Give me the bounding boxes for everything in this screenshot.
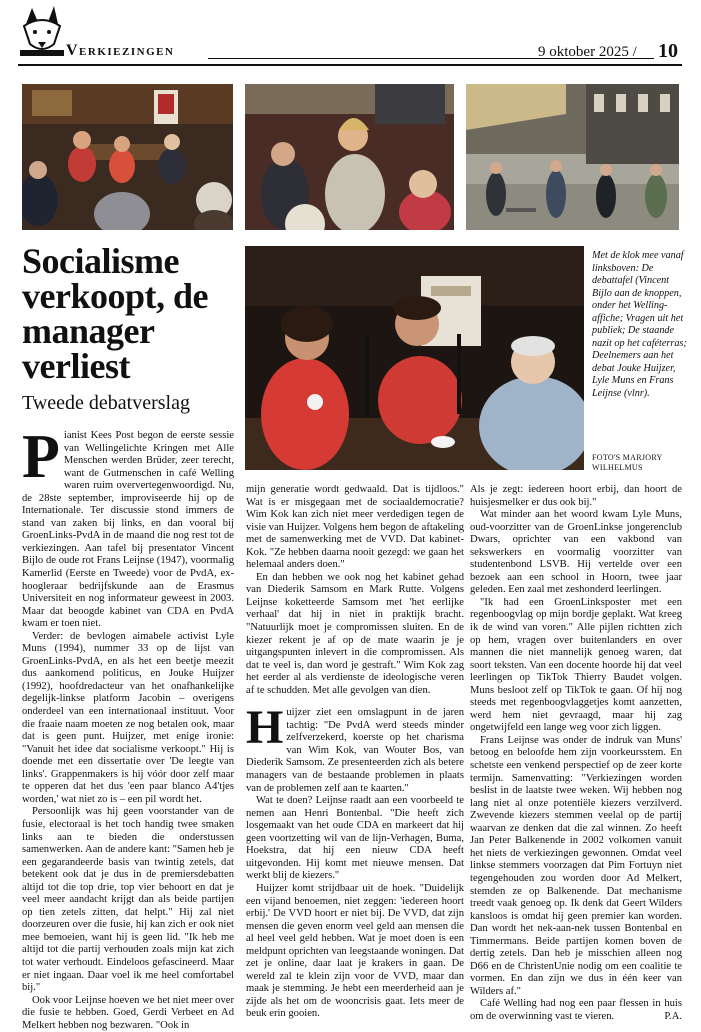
photo-credit: FOTO'S MARJORY WILHELMUS (592, 453, 663, 472)
photo-panel-main (245, 246, 584, 470)
photo-terrace (466, 84, 679, 230)
paragraph: "Ik had een GroenLinksposter met een regenboogvlag op mijn bordje geplakt. Wat kreeg ik de wind van voren." Alle pijlen richtten zich op hem, vragen over buitenlanders en over mannen die niet mannelijk genoeg waren, dat soort teksten. Van een docente hoorde hij dat veel leerlingen op TikTok Thierry Baudet volgen. Muns besloot zelf op TikTok te gaan. Of hij nog steeds met regenboogvlaggetjes komt aanzetten, werd hem niet gevraagd, maar hij zag ongetwijfeld een lange weg voor zich liggen. (470, 596, 682, 734)
section-label: Verkiezingen (66, 42, 175, 59)
photo-debate-cafe (22, 84, 233, 230)
paragraph: Als je zegt: iedereen hoort erbij, dan hoort de huisjesmelker er dus ook bij." (470, 484, 682, 508)
article-column-3 (470, 484, 682, 1024)
paragraph: Frans Leijnse was onder de indruk van Muns' betoog en beloofde hem zijn voorkeursstem. En schetste een venkend perspectief op de zeer korte termijn. Samenvatting: "Verkiezingen worden beslist in de laatste twee weken. Wij hebben nog lang niet al onze potentiële kiezers verzilverd. Zwevende kiezers stemmen veelal op de partij waarvan ze denken dat die zal winnen. Zo heeft Jan Peter Balkenende in 2002 volkomen vanuit het niets de verkiezingen gewonnen. Omdat veel linkse stemmers voorzagen dat Pim Fortuyn niet tegengehouden zou worden door Ad Melkert, stemden ze op Balkenende. Dat mechanisme treedt vaak genoeg op. Ik denk dat Geert Wilders kansloos is omdat hij geen premier kan worden. Dan wordt het nek-aan-nek tussen Bontenbal en Timmermans. Beide partijen komen boven de dertig zetels. Dan heb je misschien alleen nog D66 en de ChristenUnie nodig om een coalitie te vormen. En dan zijn we dus in één keer van Wilders af." (470, 734, 682, 997)
paragraph: Ook voor Leijnse hoeven we het niet meer over die fusie te hebben. Goed, Gerdi Verbeet en Ad Melkert hebben nog bezwaren. "Ook in (22, 994, 234, 1031)
page-number: 10 (658, 40, 678, 62)
article-headline: Socialisme verkoopt, de manager verliest (22, 241, 208, 386)
paragraph: Wat te doen? Leijnse raadt aan een voorbeeld te nemen aan Henri Bontenbal. "Die heeft zich losgemaakt van het oude CDA en markeert dat hij geen voortzetting wil van de lijn-Verhagen, Buma, Hoekstra, dat hij een nieuw CDA heeft uitgevonden. Hij komt met nieuwe mensen. Dat werkt blij de kiezers." (246, 795, 464, 882)
paragraph: Wat minder aan het woord kwam Lyle Muns, oud-voorzitter van de GroenLinkse jongerenclub Dwars, oprichter van een vakbond van sekswerkers en voormalig voorzitter van studentenbond LSVB. Hij vertelde over een bezoek aan een school in Hoorn, twee jaar geleden. Een zaal met zeshonderd leerlingen. (470, 509, 682, 596)
photo-caption: Met de klok mee vanaf linksboven: De debattafel (Vincent Bijlo aan de knoppen, onder het Welling-affiche; Vragen uit het publiek; De staande nazit op het caféterras; Deelnemers aan het debat Jouke Huijzer, Lyle Muns en Frans Leijnse (vlnr). (592, 250, 687, 399)
article-subhead: Tweede debatverslag (22, 392, 190, 414)
paragraph: ianist Kees Post begon de eerste sessie van Wellingelichte Kringen met Alle Menschen werden Brüder, zeer terecht, want de Gutmenschen in café Welling waren ruim oververtegenwoordigd. Nu, de 28ste september, improviseerde hij op de Internationale. Ter discussie stond immers de stand van zaken bij links, en dan vooral bij GroenLinks-PvdA in de maand die nog rest tot de verkiezingen. Aan tafel bij presentator Vincent Bijlo de oude rot Frans Leijnse (1947), voormalig Kamerlid (Eerste en Tweede) voor de PvdA, ex-hoogleraar bedrijfskunde aan de Erasmus Universiteit en nog informateur geweest in 2003. Maar dat beoogde kabinet van CDA en PvdA kwam er toen niet. (22, 430, 234, 630)
paragraph: En dan hebben we ook nog het kabinet gehad van Diederik Samsom en Mark Rutte. Volgens Leijnse koketteerde Samsom met 'het eerlijke verhaal' dat hij in niet in praktijk bracht. "Natuurlijk moet je compromissen sluiten. En de kiezer rekent je af op de mate waarin je je uitgangspunten inlevert in die compromissen. Als dat te veel is, dan word je gestraft." Wim Kok zag het eerder al als verdienste de ideologische veren af te schudden. Met alle gevolgen van dien. (246, 571, 464, 696)
header-underline (18, 64, 682, 66)
paragraph: Verder: de bevlogen aimabele activist Lyle Muns (1994), nummer 33 op de lijst van GroenLinks-PvdA, en als het een beetje meezit dus aankomend politicus, en Jouke Huijzer (1992), hoofdredacteur van het onafhankelijke degelijk-linkse platform Jacobin – overigens onderdeel van een internationaal instituut. Voor die fraaie naam moeten ze nog betalen ook, maar dat is geen punt. Huijzer, met enige ironie: "Vanuit het idee dat socialisme verkoopt." Hij is doende met een dissertatie over 'De leegte van links'. Grappenmakers is hij vóór door zelf maar te opperen dat het dus 'een paar blanco A4'tjes worden,' wat niet zo is – een pil wordt het. (22, 630, 234, 805)
paragraph: Persoonlijk was hij geen voorstander van de fusie, electoraal is het toch handig twee smaken links aan te bieden die onderstussen samenwerken. Aan de andere kant: "Samen heb je een gegarandeerde basis van twintig zetels, dat betekent ook dat je dus in de premiersdebatten altijd tot die top drie, top vier behoort en dat je veel meer aandacht krijgt dan als beide partijen op tien zetels zitten, dat helpt." Hij zal niet doorzeuren over die fusie, hij kan zich er ook niet mee bemoeien, want hij is geen lid. "Ik heb me altijd tot die partij verhouden zoals mijn kat zich tot water verhoudt. Eindeloos gefascineerd. Maar er niet ingaan. Daar voel ik me heel comfortabel bij." (22, 806, 234, 994)
article-column-2 (246, 484, 464, 1021)
drop-cap: P (22, 423, 60, 491)
paragraph-text: Café Welling had nog een paar flessen in huis om de overwinning vast te vieren. (470, 998, 682, 1022)
page-header (18, 4, 682, 62)
paragraph (470, 998, 682, 1023)
photo-audience-woman-speaking (245, 84, 454, 230)
article-column-1 (22, 423, 234, 1032)
author-signature: P.A. (664, 1010, 682, 1022)
paragraph: Huijzer komt strijdbaar uit de hoek. "Duidelijk een vijand benoemen, niet zeggen: 'iedereen hoort erbij.' De VVD hoort er niet bij. De VVD, dat zijn mensen die geven enorm veel geld aan mensen die al heel veel geld hebben. Wat je moet doen is een meldpunt oprichten van leegstaande woningen. Dat zet je online, daar laat je krakers in gaan. De wereld zal te klein zijn voor de VVD, maar dan maak je stemming. Je hebt een meerderheid aan je zijde als het om de wooncrisis gaat. Iets meer de beuk erin gooien. (246, 882, 464, 1020)
paragraph: uijzer ziet een omslagpunt in de jaren tachtig: "De PvdA werd steeds minder zelfverzekerd, koerste op het charisma van Wim Kok, van Wouter Bos, van Diederik Samsom. Ze presenteerden zich als betere managers van de bestaande problemen in plaats van de problemen zelf aan te kaarten." (246, 707, 464, 794)
paragraph: mijn generatie wordt gedwaald. Dat is tijdloos." Wat is er misgegaan met de sociaaldemocratie? Wim Kok kan zich niet meer verdedigen tegen de visie van Huijzer. Volgens hem begon de aftakeling met de samenwerking met de VVD. Dat kabinet-Kok. "Ze hebben daarna nooit gezegd: we gaan het helemaal anders doen." (246, 484, 464, 571)
drop-cap: H (246, 701, 284, 755)
issue-date: 9 oktober 2025 / (538, 44, 637, 60)
fox-head-icon (18, 4, 66, 56)
